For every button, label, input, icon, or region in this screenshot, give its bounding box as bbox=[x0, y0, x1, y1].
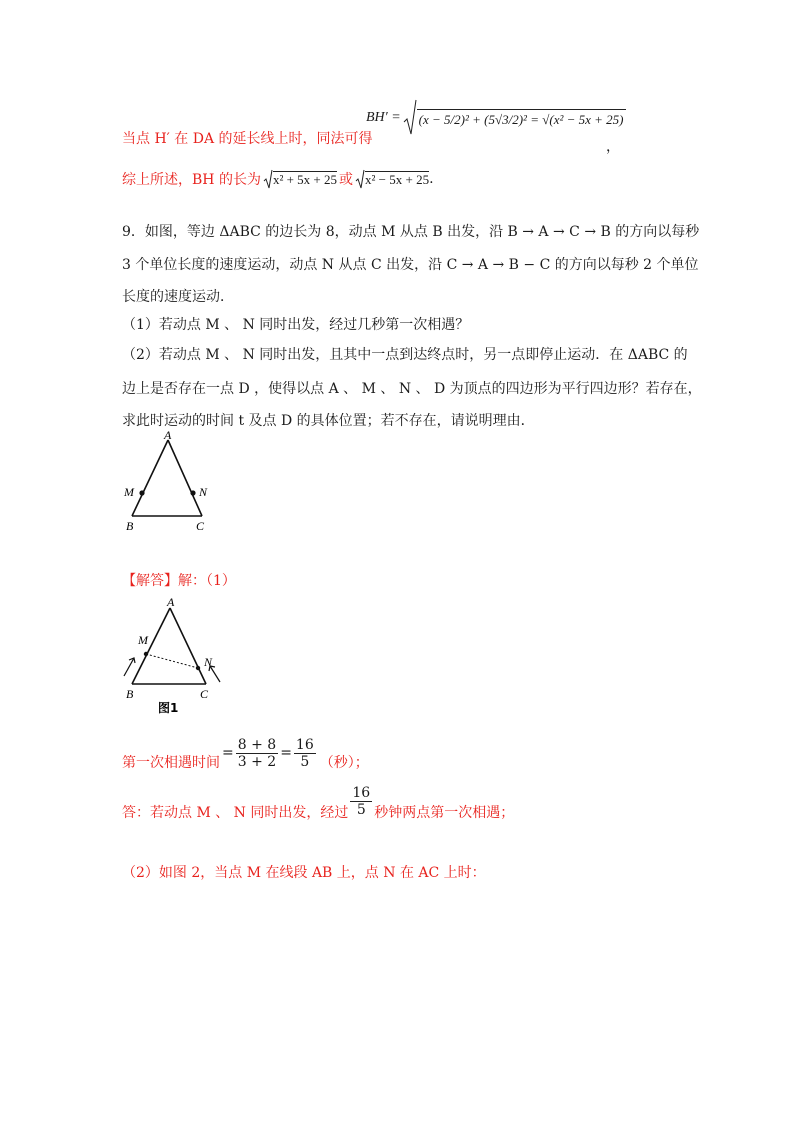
fraction-sum-denominator: 3 + 2 bbox=[237, 753, 277, 770]
label-n: N bbox=[199, 485, 208, 499]
radical-sign-icon bbox=[263, 168, 273, 190]
meet-time-line bbox=[122, 734, 369, 772]
formula-body: (x − 5/2)² + (5√3/2)² = √(x² − 5x + 25) bbox=[418, 111, 624, 127]
problem-line-1: 9．如图，等边 ΔABC 的边长为 8，动点 M 从点 B 出发，沿 B → A → C → B 的方向以每秒 bbox=[122, 224, 700, 240]
part-2-line: （2）如图 2，当点 M 在线段 AB 上，点 N 在 AC 上时： bbox=[122, 865, 486, 881]
summary-head: 综上所述，BH 的长为 bbox=[122, 172, 261, 188]
fraction-sum-numerator: 8 + 8 bbox=[237, 736, 277, 753]
triangle-figure bbox=[118, 430, 228, 540]
side-ac bbox=[170, 608, 206, 684]
arrow-m-icon bbox=[124, 658, 134, 676]
summary-or: 或 bbox=[339, 172, 354, 188]
label-b: B bbox=[126, 519, 134, 533]
label-c: C bbox=[200, 687, 209, 701]
solution-header: 【解答】解：（1） bbox=[122, 573, 236, 589]
extension-case-text: 当点 H′ 在 DA 的延长线上时，同法可得 bbox=[122, 131, 373, 147]
label-m: M bbox=[124, 485, 134, 499]
dashed-mn bbox=[146, 654, 198, 668]
meet-eq-2: = bbox=[280, 745, 292, 761]
label-m: M bbox=[138, 633, 148, 647]
point-n bbox=[196, 666, 200, 670]
figure-caption: 图1 bbox=[158, 701, 179, 715]
summary-radicand-1: x² + 5x + 25 bbox=[272, 171, 338, 187]
point-m bbox=[144, 652, 148, 656]
radicand-expression bbox=[417, 109, 626, 128]
radical-sign-icon bbox=[403, 98, 417, 138]
summary-end: . bbox=[429, 171, 434, 187]
summary-radicand-2: x² − 5x + 25 bbox=[365, 171, 430, 187]
bh-prime-label: BH′ = bbox=[366, 110, 401, 125]
answer-fraction-denominator: 5 bbox=[356, 801, 366, 818]
label-c: C bbox=[196, 519, 205, 533]
answer-head: 答：若动点 M 、 N 同时出发，经过 bbox=[122, 805, 349, 821]
extension-case-line bbox=[122, 128, 373, 148]
figure-1 bbox=[118, 596, 228, 716]
bh-prime-formula bbox=[366, 98, 626, 138]
fraction-result bbox=[294, 737, 316, 770]
comma-mark: ， bbox=[606, 139, 620, 155]
side-ac bbox=[168, 440, 202, 516]
question-2-line-1: （2）若动点 M 、 N 同时出发，且其中一点到达终点时，另一点即停止运动．在 ΔABC 的 bbox=[122, 347, 688, 363]
meet-eq: = bbox=[222, 745, 234, 761]
question-2-line-2: 边上是否存在一点 D ，使得以点 A 、 M 、 N 、 D 为顶点的四边形为平行四边形？若存在， bbox=[122, 381, 702, 397]
fraction-result-denominator: 5 bbox=[300, 753, 310, 770]
answer-tail: 秒钟两点第一次相遇； bbox=[374, 805, 515, 821]
answer-fraction-numerator: 16 bbox=[352, 784, 371, 801]
label-a: A bbox=[167, 596, 175, 609]
fraction-sum bbox=[236, 737, 278, 770]
question-1: （1）若动点 M 、 N 同时出发，经过几秒第一次相遇？ bbox=[122, 317, 470, 333]
label-a: A bbox=[164, 430, 172, 442]
label-n: N bbox=[204, 655, 213, 669]
answer-fraction bbox=[350, 785, 372, 818]
question-2-line-3: 求此时运动的时间 t 及点 D 的具体位置；若不存在，请说明理由． bbox=[122, 413, 535, 429]
problem-line-3: 长度的速度运动． bbox=[122, 289, 234, 305]
meet-time-label: 第一次相遇时间 bbox=[122, 755, 220, 771]
point-m bbox=[139, 490, 144, 495]
label-b: B bbox=[126, 687, 134, 701]
side-ab bbox=[132, 440, 168, 516]
fraction-result-numerator: 16 bbox=[295, 736, 314, 753]
summary-line bbox=[122, 168, 434, 190]
meet-unit: （秒）； bbox=[319, 755, 369, 771]
answer-line bbox=[122, 780, 514, 822]
point-n bbox=[190, 490, 195, 495]
problem-line-2: 3 个单位长度的速度运动，动点 N 从点 C 出发，沿 C → A → B − C 的方向以每秒 2 个单位 bbox=[122, 257, 699, 273]
radical-sign-icon bbox=[355, 168, 365, 190]
